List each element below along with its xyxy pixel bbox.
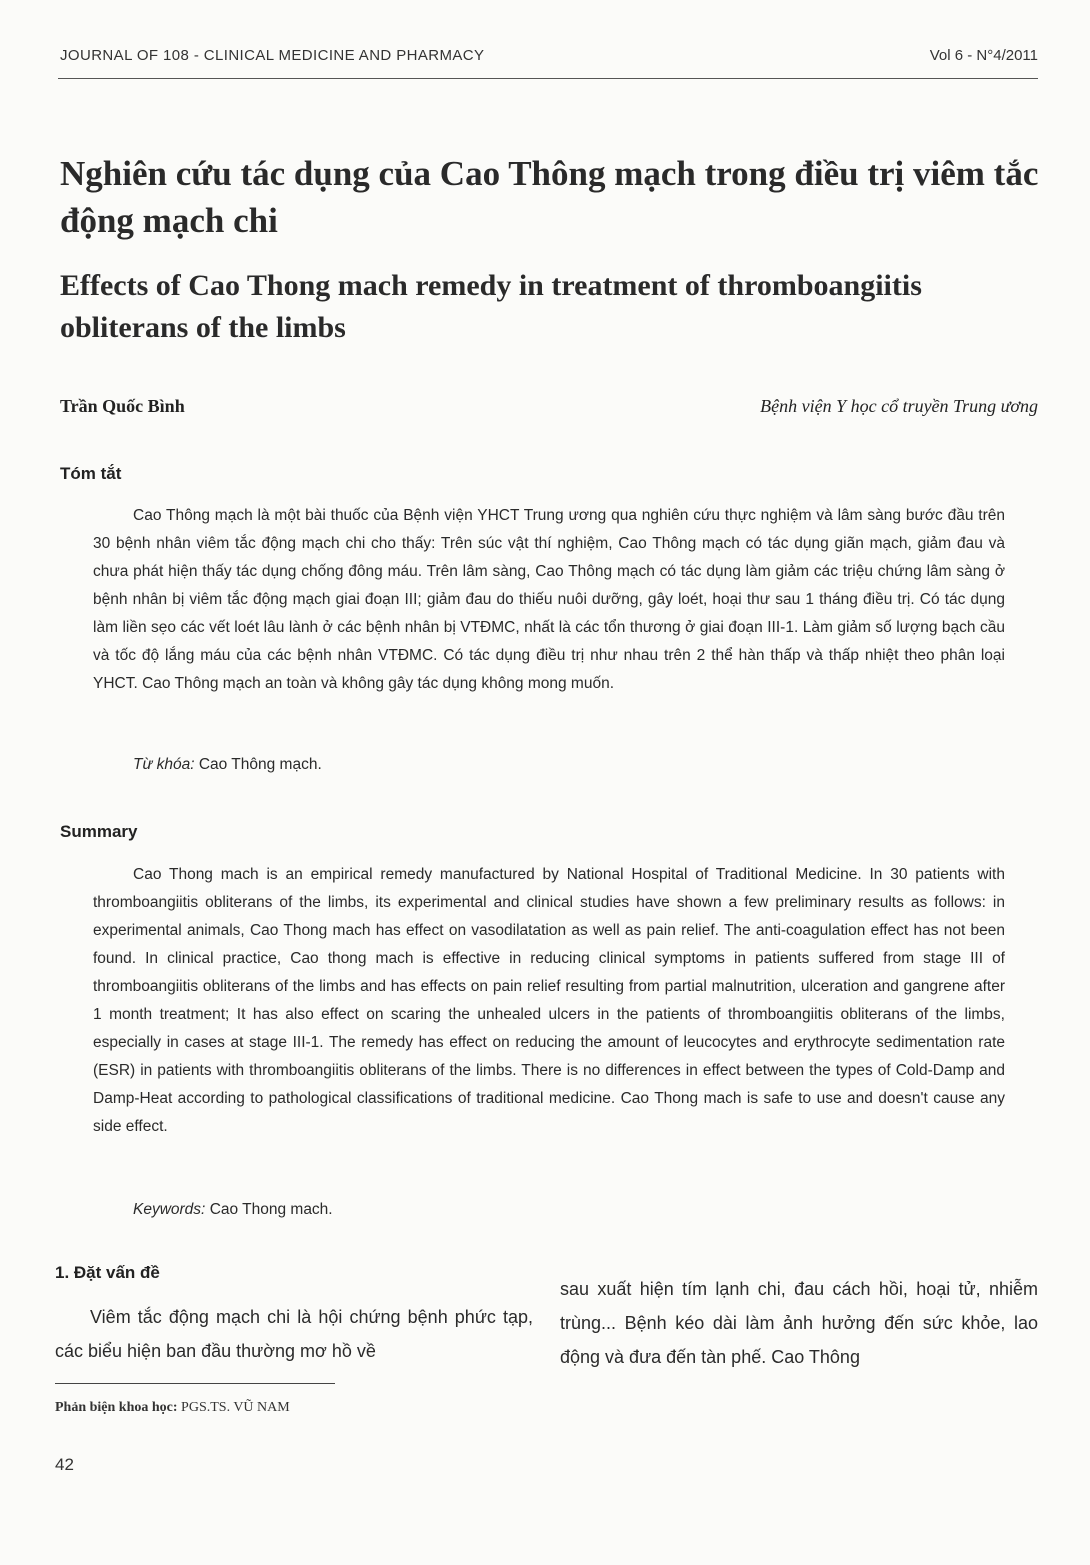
author-name: Trần Quốc Bình (60, 396, 185, 416)
keywords-vi-label: Từ khóa: (133, 756, 195, 773)
footnote-divider (55, 1383, 335, 1384)
section-1-heading: 1. Đặt vấn đề (55, 1263, 160, 1282)
header-divider (58, 78, 1038, 79)
keywords-en-label: Keywords: (133, 1201, 206, 1218)
keywords-en (133, 1201, 333, 1219)
page-number: 42 (55, 1455, 74, 1474)
volume-issue: Vol 6 - N°4/2011 (929, 47, 1038, 64)
keywords-vi (133, 756, 322, 774)
summary-heading: Summary (60, 822, 138, 841)
author-affiliation: Bệnh viện Y học cổ truyền Trung ương (760, 396, 1038, 416)
journal-name: JOURNAL OF 108 - CLINICAL MEDICINE AND PHARMACY (60, 47, 485, 64)
title-english: Effects of Cao Thong mach remedy in treatment of thromboangiitis obliterans of the limbs (60, 269, 922, 344)
reviewer-label: Phản biện khoa học: (55, 1400, 178, 1415)
reviewer-name: PGS.TS. VŨ NAM (181, 1400, 290, 1415)
title-vietnamese: Nghiên cứu tác dụng của Cao Thông mạch trong điều trị viêm tắc động mạch chi (60, 154, 1039, 240)
keywords-en-value: Cao Thong mach. (209, 1201, 333, 1218)
abstract-vi-heading: Tóm tắt (60, 464, 122, 483)
abstract-vi-text: Cao Thông mạch là một bài thuốc của Bệnh viện YHCT Trung ương qua nghiên cứu thực nghiệm và lâm sàng bước đầu trên 30 bệnh nhân viêm tắc động mạch chi cho thấy: Trên súc vật thí nghiệm, Cao Thông mạch có tác dụng giãn mạch, giảm đau và chưa phát hiện thấy tác dụng chống đông máu. Trên lâm sàng, Cao Thông mạch có tác dụng làm giảm các triệu chứng lâm sàng ở bệnh nhân bị viêm tắc động mạch giai đoạn III; giảm đau do thiếu nuôi dưỡng, gây loét, hoại thư sau 1 tháng điều trị. Có tác dụng làm liền sẹo các vết loét lâu lành ở các bệnh nhân bị VTĐMC, nhất là các tổn thương ở giai đoạn III-1. Làm giảm số lượng bạch cầu và tốc độ lắng máu của các bệnh nhân VTĐMC. Có tác dụng điều trị như nhau trên 2 thể hàn thấp và thấp nhiệt theo phân loại YHCT. Cao Thông mạch an toàn và không gây tác dụng không mong muốn. (93, 507, 1005, 692)
reviewer-footnote (55, 1400, 290, 1416)
summary-text: Cao Thong mach is an empirical remedy manufactured by National Hospital of Traditional Medicine. In 30 patients with thromboangiitis obliterans of the limbs, its experimental and clinical studies have shown a few preliminary results as follows: in experimental animals, Cao Thong mach has effect on vasodilatation as well as pain relief. The anti-coagulation effect has not been found. In clinical practice, Cao thong mach is effective in reducing clinical symptoms in patients suffered from stage III of thromboangiitis obliterans of the limbs and has effects on pain relief resulting from partial malnutrition, ulceration and gangrene after 1 month treatment; It has also effect on scaring the unhealed ulcers in the patients of thromboangiitis obliterans of the limbs, especially in cases at stage III-1. The remedy has effect on reducing the amount of leucocytes and erythrocyte sedimentation rate (ESR) in patients with thromboangiitis obliterans of the limbs. There is no differences in effect between the types of Cold-Damp and Damp-Heat according to pathological classifications of traditional medicine. Cao Thong mach is safe to use and doesn't cause any side effect. (93, 866, 1005, 1135)
section-1-right-column: sau xuất hiện tím lạnh chi, đau cách hồi, hoại tử, nhiễm trùng... Bệnh kéo dài làm ảnh hưởng đến sức khỏe, lao động và đưa đến tàn phế. Cao Thông (560, 1279, 1038, 1367)
keywords-vi-value: Cao Thông mạch. (198, 756, 322, 773)
section-1-left-column: Viêm tắc động mạch chi là hội chứng bệnh phức tạp, các biểu hiện ban đầu thường mơ hồ về (55, 1307, 533, 1361)
